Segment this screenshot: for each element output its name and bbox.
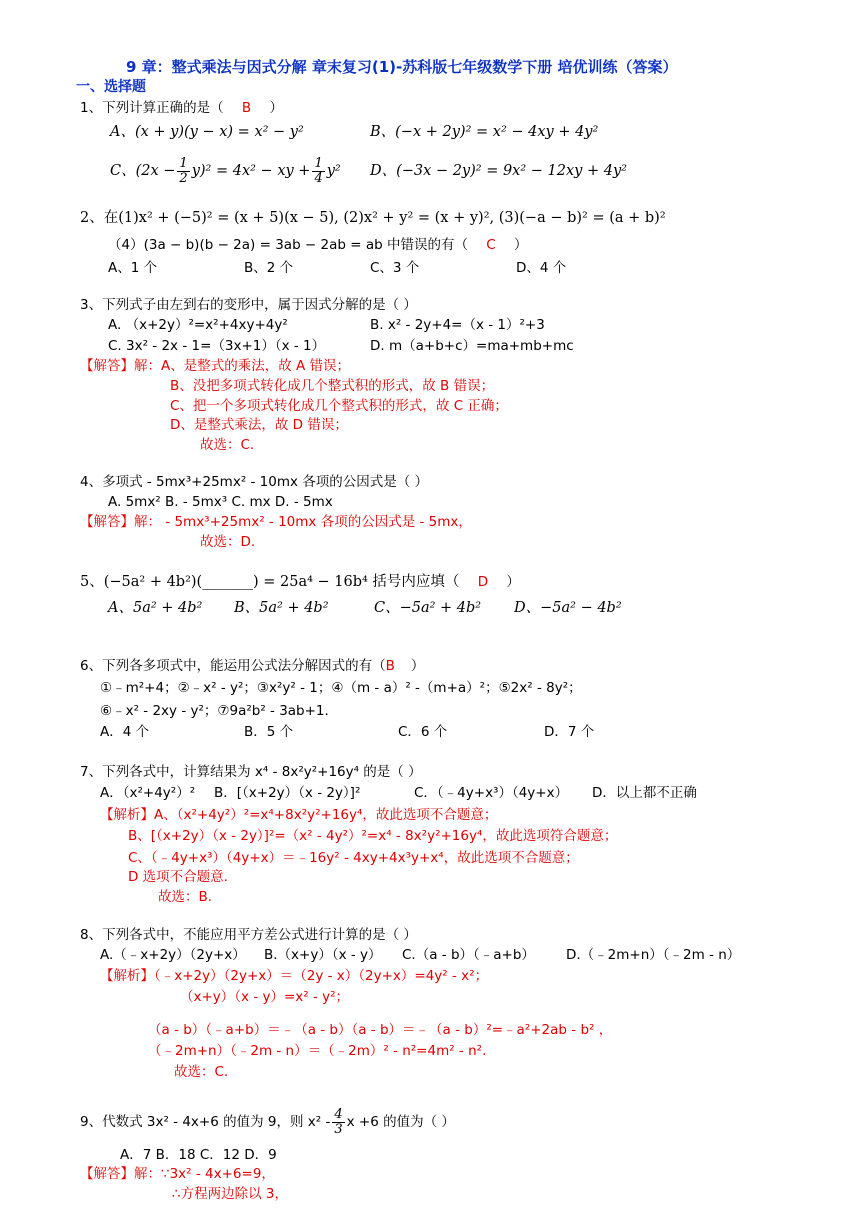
q2-stem: 2、在(1)x² + (−5)² = (x + 5)(x − 5), (2)x² + y² = (x + y)², (3)(−a − b)² = (a + b)²: [80, 210, 666, 226]
q4-solution-1: 【解答】解： - 5mx³+25mx² - 10mx 各项的公因式是 - 5mx，: [80, 514, 472, 530]
q5-option-c: C、−5a² + 4b²: [374, 600, 482, 616]
q4-stem: 4、多项式 - 5mx³+25mx² - 10mx 各项的公因式是（ ）: [80, 474, 429, 490]
q7-option-a: A．（x²+4y²）²: [100, 785, 196, 801]
q2-answer: C: [486, 237, 496, 253]
q8-solution-1: 【解析】（﹣x+2y）（2y+x）＝（2y - x）（2y+x）=4y² - x²；: [100, 968, 489, 984]
q7-option-c: C．（﹣4y+x³）（4y+x）: [414, 785, 569, 801]
q8-solution-3: （a - b）（﹣a+b）＝﹣（a - b）（a - b）＝﹣（a - b）²=﹣a²+2ab - b² ，: [148, 1022, 613, 1038]
q9-solution-1: 【解答】解：∵3x² - 4x+6=9，: [80, 1166, 275, 1182]
q8-option-d: D.（﹣2m+n）（﹣2m - n）: [566, 947, 741, 963]
q3-solution-2: B、没把多项式转化成几个整式积的形式，故 B 错误；: [170, 378, 495, 394]
page-title: 9 章：整式乘法与因式分解 章末复习(1)-苏科版七年级数学下册 培优训练（答案）: [126, 58, 678, 76]
q1-option-c: C、(2x − $\frac{1}{2}$ y)² = 4x² − xy + $\frac{1}{4}$ y²: [110, 155, 341, 186]
q5-option-a: A、5a² + 4b²: [108, 600, 203, 616]
q2-stem-line2: （4）(3a − b)(b − 2a) = 3ab − 2ab = ab 中错误的有（ C ）: [108, 237, 528, 253]
q1-option-b: B、(−x + 2y)² = x² − 4xy + 4y²: [370, 124, 599, 140]
q1-option-d: D、(−3x − 2y)² = 9x² − 12xy + 4y²: [370, 163, 627, 179]
q3-option-c: C. 3x² - 2x - 1=（3x+1）（x - 1）: [108, 338, 326, 354]
q8-solution-5: 故选：C.: [174, 1064, 229, 1080]
q5-answer: D: [477, 574, 489, 590]
q6-answer: B: [385, 658, 395, 674]
q6-items-2: ⑥﹣x² - 2xy - y²；⑦9a²b² - 3ab+1.: [100, 703, 329, 719]
section-heading: 一、选择题: [76, 79, 146, 95]
q7-solution-3: C、（﹣4y+x³）（4y+x）＝﹣16y² - 4xy+4x³y+x⁴，故此选项不合题意；: [128, 850, 579, 866]
q7-solution-5: 故选：B.: [158, 889, 213, 905]
fraction-quarter: $\frac{1}{4}$: [314, 155, 323, 186]
q4-solution-2: 故选：D.: [200, 534, 256, 550]
q6-option-a: A．4 个: [100, 724, 150, 740]
q8-solution-4: （﹣2m+n）（﹣2m - n）＝（﹣2m）² - n²=4m² - n².: [148, 1043, 487, 1059]
q9-solution-2: ∴方程两边除以 3，: [172, 1186, 288, 1202]
q3-solution-5: 故选：C.: [200, 437, 255, 453]
q6-stem: 6、下列各多项式中，能运用公式法分解因式的有（B ）: [80, 658, 425, 674]
q3-solution-4: D、是整式乘法，故 D 错误；: [170, 417, 348, 433]
q8-stem: 8、下列各式中，不能应用平方差公式进行计算的是（ ）: [80, 927, 417, 943]
q7-option-d: D．以上都不正确: [592, 785, 697, 801]
q3-stem: 3、下列式子由左到右的变形中，属于因式分解的是（ ）: [80, 297, 417, 313]
q5-option-b: B、5a² + 4b²: [234, 600, 329, 616]
q4-options: A. 5mx² B. - 5mx³ C. mx D. - 5mx: [108, 494, 333, 510]
q8-solution-2: （x+y）（x - y）=x² - y²；: [180, 989, 350, 1005]
q7-solution-4: D 选项不合题意.: [128, 869, 228, 885]
q7-solution-2: B、[（x+2y）（x - 2y）]²=（x² - 4y²）²=x⁴ - 8x²y²+16y⁴，故此选项符合题意；: [128, 828, 618, 844]
q3-solution-1: 【解答】解：A、是整式的乘法，故 A 错误；: [80, 358, 351, 374]
fraction-four-thirds: $\frac{4}{3}$: [334, 1106, 343, 1137]
q8-option-a: A.（﹣x+2y）（2y+x）: [100, 947, 246, 963]
q8-option-b: B.（x+y）（x - y）: [264, 947, 382, 963]
q6-option-c: C．6 个: [398, 724, 448, 740]
fraction-half: $\frac{1}{2}$: [179, 155, 188, 186]
q3-option-b: B. x² - 2y+4=（x - 1）²+3: [370, 317, 545, 333]
q6-option-d: D．7 个: [544, 724, 595, 740]
q1-stem: 1、下列计算正确的是（ B ）: [80, 100, 283, 116]
q9-stem: 9、代数式 3x² - 4x+6 的值为 9，则 x² - $\frac{4}{3}$ x +6 的值为（ ）: [80, 1106, 455, 1137]
q8-option-c: C.（a - b）（﹣a+b）: [402, 947, 535, 963]
q3-solution-3: C、把一个多项式转化成几个整式积的形式，故 C 正确；: [170, 398, 508, 414]
q6-items-1: ①﹣m²+4；②﹣x² - y²；③x²y² - 1；④（m - a）² -（m+a）²；⑤2x² - 8y²；: [100, 680, 582, 696]
q1-answer: B: [241, 100, 252, 116]
q3-option-a: A. （x+2y）²=x²+4xy+4y²: [108, 317, 288, 333]
q2-option-a: A、1 个: [108, 260, 158, 276]
q9-options: A．7 B．18 C．12 D．9: [120, 1147, 277, 1163]
q5-stem: 5、(−5a² + 4b²)(_______) = 25a⁴ − 16b⁴ 括号内应填（ D ）: [80, 574, 520, 590]
q7-stem: 7、下列各式中，计算结果为 x⁴ - 8x²y²+16y⁴ 的是（ ）: [80, 764, 422, 780]
q7-option-b: B．[（x+2y）（x - 2y）]²: [214, 785, 361, 801]
q5-option-d: D、−5a² − 4b²: [514, 600, 622, 616]
q3-option-d: D. m（a+b+c）=ma+mb+mc: [370, 338, 574, 354]
q6-option-b: B．5 个: [244, 724, 294, 740]
q2-option-b: B、2 个: [244, 260, 294, 276]
q2-option-c: C、3 个: [370, 260, 420, 276]
q7-solution-1: 【解析】A、（x²+4y²）²=x⁴+8x²y²+16y⁴，故此选项不合题意；: [100, 807, 498, 823]
q2-option-d: D、4 个: [516, 260, 567, 276]
q1-option-a: A、(x + y)(y − x) = x² − y²: [110, 124, 304, 140]
